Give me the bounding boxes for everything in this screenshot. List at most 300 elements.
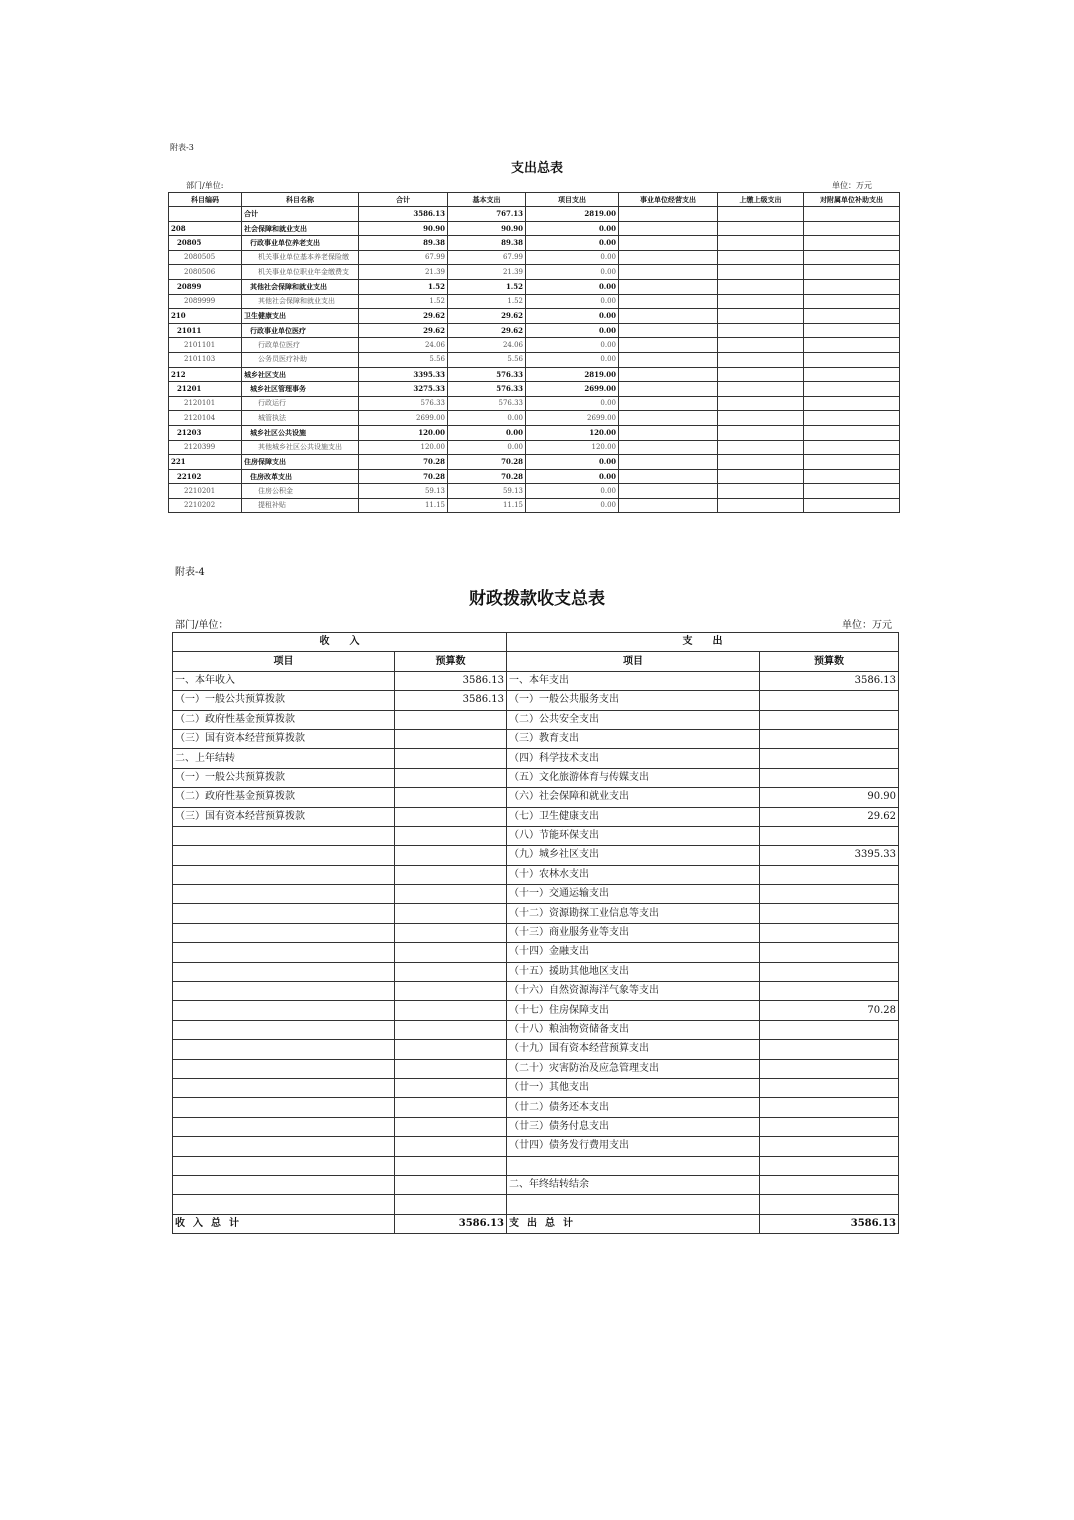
subject-name: 住房公积金 [242, 484, 359, 499]
basic-value: 1.52 [448, 294, 526, 309]
income-value [395, 923, 507, 942]
operating-value [619, 221, 718, 236]
table-row [173, 691, 899, 710]
total-value: 120.00 [359, 425, 448, 440]
table-row [169, 279, 900, 294]
total-row [173, 1214, 899, 1233]
column-header: 科目编码 [169, 193, 242, 207]
operating-value [619, 352, 718, 367]
subsidy-value [804, 396, 900, 411]
subject-code: 2120104 [169, 411, 242, 426]
expense-item: （十七）住房保障支出 [507, 1001, 760, 1020]
column-header: 对附属单位补助支出 [804, 193, 900, 207]
table-header-row [173, 652, 899, 671]
income-value [395, 1040, 507, 1059]
expense-item: （五）文化旅游体育与传媒支出 [507, 768, 760, 787]
expense-value [760, 904, 899, 923]
table-row [173, 885, 899, 904]
table-row [169, 265, 900, 280]
project-value: 0.00 [526, 323, 619, 338]
project-value: 120.00 [526, 440, 619, 455]
subsidy-value [804, 382, 900, 397]
subsidy-value [804, 455, 900, 470]
income-item [173, 962, 395, 981]
income-budget-header: 预算数 [395, 652, 507, 671]
operating-value [619, 250, 718, 265]
income-item [173, 1098, 395, 1117]
income-item [173, 1156, 395, 1175]
income-value [395, 1098, 507, 1117]
table-header-row [169, 193, 900, 207]
expense-item: （十八）粮油物资储备支出 [507, 1020, 760, 1039]
expense-item: （九）城乡社区支出 [507, 846, 760, 865]
income-item [173, 982, 395, 1001]
table-row [169, 250, 900, 265]
expense-value [760, 943, 899, 962]
expense-item: （二）公共安全支出 [507, 710, 760, 729]
income-item [173, 1001, 395, 1020]
subsidy-value [804, 367, 900, 382]
expense-value [760, 885, 899, 904]
subject-code: 20805 [169, 236, 242, 251]
basic-value: 29.62 [448, 309, 526, 324]
subject-code: 2089999 [169, 294, 242, 309]
operating-value [619, 294, 718, 309]
income-item [173, 826, 395, 845]
total-value: 576.33 [359, 396, 448, 411]
operating-value [619, 382, 718, 397]
operating-value [619, 396, 718, 411]
subsidy-value [804, 411, 900, 426]
total-value: 11.15 [359, 498, 448, 513]
income-item: （三）国有资本经营预算拨款 [173, 807, 395, 826]
operating-value [619, 338, 718, 353]
project-value: 2699.00 [526, 411, 619, 426]
table-row [173, 1137, 899, 1156]
income-header: 收 入 [173, 633, 507, 652]
operating-value [619, 367, 718, 382]
sheet1-unit-label: 单位：万元 [832, 181, 872, 190]
subject-code: 2080505 [169, 250, 242, 265]
expense-value [760, 1175, 899, 1194]
income-value [395, 1001, 507, 1020]
project-value: 0.00 [526, 498, 619, 513]
operating-value [619, 440, 718, 455]
basic-value: 29.62 [448, 323, 526, 338]
project-value: 0.00 [526, 469, 619, 484]
table-row [169, 411, 900, 426]
remit-value [718, 484, 804, 499]
subject-name: 城管执法 [242, 411, 359, 426]
expense-value [760, 749, 899, 768]
income-value [395, 885, 507, 904]
income-item-header: 项目 [173, 652, 395, 671]
table-row [169, 396, 900, 411]
remit-value [718, 411, 804, 426]
expense-item: 二、年终结转结余 [507, 1175, 760, 1194]
basic-value: 576.33 [448, 396, 526, 411]
income-item: （二）政府性基金预算拨款 [173, 710, 395, 729]
expense-item: （一）一般公共服务支出 [507, 691, 760, 710]
total-value: 1.52 [359, 294, 448, 309]
table-row [169, 352, 900, 367]
project-value: 0.00 [526, 294, 619, 309]
project-value: 0.00 [526, 484, 619, 499]
remit-value [718, 309, 804, 324]
table-row [169, 367, 900, 382]
subject-name: 城乡社区管理事务 [242, 382, 359, 397]
expense-value [760, 768, 899, 787]
expense-item: （八）节能环保支出 [507, 826, 760, 845]
subject-name: 行政事业单位医疗 [242, 323, 359, 338]
table-row [169, 425, 900, 440]
basic-value: 0.00 [448, 411, 526, 426]
table-row [173, 826, 899, 845]
subject-name: 住房改革支出 [242, 469, 359, 484]
total-value: 5.56 [359, 352, 448, 367]
expense-item: （十二）资源勘探工业信息等支出 [507, 904, 760, 923]
subsidy-value [804, 323, 900, 338]
income-value [395, 1020, 507, 1039]
table-row [173, 671, 899, 690]
expense-value [760, 826, 899, 845]
table-row [173, 1040, 899, 1059]
total-value: 2699.00 [359, 411, 448, 426]
project-value: 0.00 [526, 352, 619, 367]
expense-value [760, 982, 899, 1001]
table-row [173, 982, 899, 1001]
subject-name: 城乡社区公共设施 [242, 425, 359, 440]
table-row [173, 923, 899, 942]
remit-value [718, 469, 804, 484]
table-row [169, 484, 900, 499]
total-value: 3275.33 [359, 382, 448, 397]
income-item: （一）一般公共预算拨款 [173, 691, 395, 710]
expense-item: （十五）援助其他地区支出 [507, 962, 760, 981]
basic-value: 67.99 [448, 250, 526, 265]
operating-value [619, 279, 718, 294]
remit-value [718, 265, 804, 280]
basic-value: 576.33 [448, 367, 526, 382]
table-row [173, 710, 899, 729]
basic-value: 89.38 [448, 236, 526, 251]
column-header: 事业单位经营支出 [619, 193, 718, 207]
expense-item: （六）社会保障和就业支出 [507, 788, 760, 807]
project-value: 0.00 [526, 265, 619, 280]
basic-value: 24.06 [448, 338, 526, 353]
basic-value: 70.28 [448, 455, 526, 470]
subsidy-value [804, 221, 900, 236]
subsidy-value [804, 352, 900, 367]
project-value: 0.00 [526, 221, 619, 236]
expense-value [760, 1117, 899, 1136]
income-item: （三）国有资本经营预算拨款 [173, 729, 395, 748]
operating-value [619, 265, 718, 280]
income-value [395, 1195, 507, 1214]
expense-item-header: 项目 [507, 652, 760, 671]
expense-total-value: 3586.13 [760, 1214, 899, 1233]
operating-value [619, 484, 718, 499]
income-value [395, 1059, 507, 1078]
project-value: 0.00 [526, 396, 619, 411]
fiscal-appropriation-table [172, 632, 899, 1234]
sheet1-title: 支出总表 [510, 161, 563, 176]
project-value: 2699.00 [526, 382, 619, 397]
expense-value: 29.62 [760, 807, 899, 826]
expense-total-label: 支出总计 [507, 1214, 760, 1233]
total-value: 70.28 [359, 455, 448, 470]
subject-name: 机关事业单位基本养老保险缴 [242, 250, 359, 265]
column-header: 上缴上级支出 [718, 193, 804, 207]
expense-item: （三）教育支出 [507, 729, 760, 748]
expense-item: （二十）灾害防治及应急管理支出 [507, 1059, 760, 1078]
income-value [395, 788, 507, 807]
subject-code: 21203 [169, 425, 242, 440]
project-value: 0.00 [526, 455, 619, 470]
expense-item: （廿四）债务发行费用支出 [507, 1137, 760, 1156]
operating-value [619, 425, 718, 440]
expense-value [760, 1078, 899, 1097]
table-row [173, 807, 899, 826]
project-value: 0.00 [526, 309, 619, 324]
remit-value [718, 382, 804, 397]
income-value [395, 826, 507, 845]
expense-value [760, 1040, 899, 1059]
project-value: 2819.00 [526, 207, 619, 222]
project-value: 0.00 [526, 338, 619, 353]
basic-value: 767.13 [448, 207, 526, 222]
operating-value [619, 498, 718, 513]
subsidy-value [804, 338, 900, 353]
subsidy-value [804, 207, 900, 222]
income-value: 3586.13 [395, 671, 507, 690]
project-value: 120.00 [526, 425, 619, 440]
subject-name: 卫生健康支出 [242, 309, 359, 324]
table-row [169, 455, 900, 470]
remit-value [718, 338, 804, 353]
subject-name: 住房保障支出 [242, 455, 359, 470]
income-value [395, 729, 507, 748]
income-total-label: 收入总计 [173, 1214, 395, 1233]
subject-code: 21011 [169, 323, 242, 338]
subsidy-value [804, 294, 900, 309]
table-row [173, 729, 899, 748]
total-value: 70.28 [359, 469, 448, 484]
remit-value [718, 207, 804, 222]
income-item [173, 865, 395, 884]
project-value: 0.00 [526, 279, 619, 294]
column-header: 合计 [359, 193, 448, 207]
operating-value [619, 411, 718, 426]
expense-value: 70.28 [760, 1001, 899, 1020]
remit-value [718, 498, 804, 513]
total-value: 3586.13 [359, 207, 448, 222]
remit-value [718, 221, 804, 236]
table-row [173, 904, 899, 923]
income-item [173, 1059, 395, 1078]
income-item [173, 1078, 395, 1097]
table-row [173, 865, 899, 884]
remit-value [718, 294, 804, 309]
table-row [169, 469, 900, 484]
income-item [173, 846, 395, 865]
income-item [173, 1040, 395, 1059]
subsidy-value [804, 250, 900, 265]
table-row [173, 962, 899, 981]
basic-value: 5.56 [448, 352, 526, 367]
remit-value [718, 425, 804, 440]
sheet2-title: 财政拨款收支总表 [469, 589, 605, 609]
income-item [173, 904, 395, 923]
subject-code: 2101103 [169, 352, 242, 367]
operating-value [619, 455, 718, 470]
subject-code: 2120101 [169, 396, 242, 411]
expense-value [760, 962, 899, 981]
expense-item: （七）卫生健康支出 [507, 807, 760, 826]
income-item [173, 943, 395, 962]
expense-value [760, 1195, 899, 1214]
subject-code: 210 [169, 309, 242, 324]
subject-name: 社会保障和就业支出 [242, 221, 359, 236]
income-value [395, 1078, 507, 1097]
expense-budget-header: 预算数 [760, 652, 899, 671]
subject-code: 2101101 [169, 338, 242, 353]
income-item [173, 1117, 395, 1136]
total-value: 59.13 [359, 484, 448, 499]
table-row [173, 1117, 899, 1136]
subsidy-value [804, 309, 900, 324]
remit-value [718, 367, 804, 382]
expense-item [507, 1195, 760, 1214]
table-row [169, 338, 900, 353]
subject-name: 其他城乡社区公共设施支出 [242, 440, 359, 455]
remit-value [718, 250, 804, 265]
table-row [173, 749, 899, 768]
table-row [173, 1156, 899, 1175]
remit-value [718, 323, 804, 338]
basic-value: 90.90 [448, 221, 526, 236]
income-item: 一、本年收入 [173, 671, 395, 690]
subject-code: 212 [169, 367, 242, 382]
income-value [395, 1156, 507, 1175]
total-value: 120.00 [359, 440, 448, 455]
expense-value [760, 865, 899, 884]
expense-value: 3395.33 [760, 846, 899, 865]
expense-item: （廿二）债务还本支出 [507, 1098, 760, 1117]
total-value: 29.62 [359, 323, 448, 338]
income-item: （一）一般公共预算拨款 [173, 768, 395, 787]
income-value [395, 982, 507, 1001]
expense-value [760, 729, 899, 748]
subsidy-value [804, 236, 900, 251]
table-row [173, 1020, 899, 1039]
subject-name: 其他社会保障和就业支出 [242, 279, 359, 294]
subject-code: 2210201 [169, 484, 242, 499]
project-value: 0.00 [526, 250, 619, 265]
table-row [173, 1001, 899, 1020]
subject-code: 2120399 [169, 440, 242, 455]
expense-value: 3586.13 [760, 671, 899, 690]
income-total-value: 3586.13 [395, 1214, 507, 1233]
expense-item: （十四）金融支出 [507, 943, 760, 962]
basic-value: 0.00 [448, 425, 526, 440]
table-row [169, 236, 900, 251]
subject-name: 机关事业单位职业年金缴费支 [242, 265, 359, 280]
operating-value [619, 207, 718, 222]
expense-item: （十）农林水支出 [507, 865, 760, 884]
expense-item: （十六）自然资源海洋气象等支出 [507, 982, 760, 1001]
expense-item: （四）科学技术支出 [507, 749, 760, 768]
basic-value: 21.39 [448, 265, 526, 280]
section-header-row [173, 633, 899, 652]
expense-header: 支 出 [507, 633, 899, 652]
income-value [395, 1175, 507, 1194]
expense-summary-table [168, 192, 900, 513]
subject-name: 提租补贴 [242, 498, 359, 513]
expense-value [760, 1156, 899, 1175]
table-row [173, 768, 899, 787]
income-value [395, 710, 507, 729]
table-row [169, 207, 900, 222]
income-value [395, 1137, 507, 1156]
total-value: 3395.33 [359, 367, 448, 382]
subsidy-value [804, 469, 900, 484]
remit-value [718, 279, 804, 294]
basic-value: 576.33 [448, 382, 526, 397]
sheet1-dept-label: 部门/单位: [186, 181, 224, 190]
income-item [173, 885, 395, 904]
expense-item [507, 1156, 760, 1175]
income-value [395, 943, 507, 962]
total-value: 90.90 [359, 221, 448, 236]
table-row [173, 1175, 899, 1194]
expense-value [760, 1020, 899, 1039]
income-item [173, 1195, 395, 1214]
subject-name: 公务员医疗补助 [242, 352, 359, 367]
basic-value: 59.13 [448, 484, 526, 499]
subject-name: 城乡社区支出 [242, 367, 359, 382]
subject-code [169, 207, 242, 222]
project-value: 2819.00 [526, 367, 619, 382]
basic-value: 0.00 [448, 440, 526, 455]
subject-code: 22102 [169, 469, 242, 484]
income-item [173, 923, 395, 942]
expense-item: （廿三）债务付息支出 [507, 1117, 760, 1136]
expense-value [760, 923, 899, 942]
table-row [173, 943, 899, 962]
table-row [169, 440, 900, 455]
income-value [395, 846, 507, 865]
income-item: （二）政府性基金预算拨款 [173, 788, 395, 807]
column-header: 项目支出 [526, 193, 619, 207]
expense-value [760, 1137, 899, 1156]
income-value [395, 1117, 507, 1136]
basic-value: 70.28 [448, 469, 526, 484]
total-value: 1.52 [359, 279, 448, 294]
expense-item: （十一）交通运输支出 [507, 885, 760, 904]
income-item [173, 1175, 395, 1194]
subsidy-value [804, 265, 900, 280]
remit-value [718, 236, 804, 251]
expense-item: （十三）商业服务业等支出 [507, 923, 760, 942]
operating-value [619, 309, 718, 324]
income-item [173, 1137, 395, 1156]
sheet1-tag: 附表-3 [170, 143, 194, 152]
expense-value [760, 1059, 899, 1078]
column-header: 基本支出 [448, 193, 526, 207]
income-value [395, 904, 507, 923]
expense-item: （十九）国有资本经营预算支出 [507, 1040, 760, 1059]
